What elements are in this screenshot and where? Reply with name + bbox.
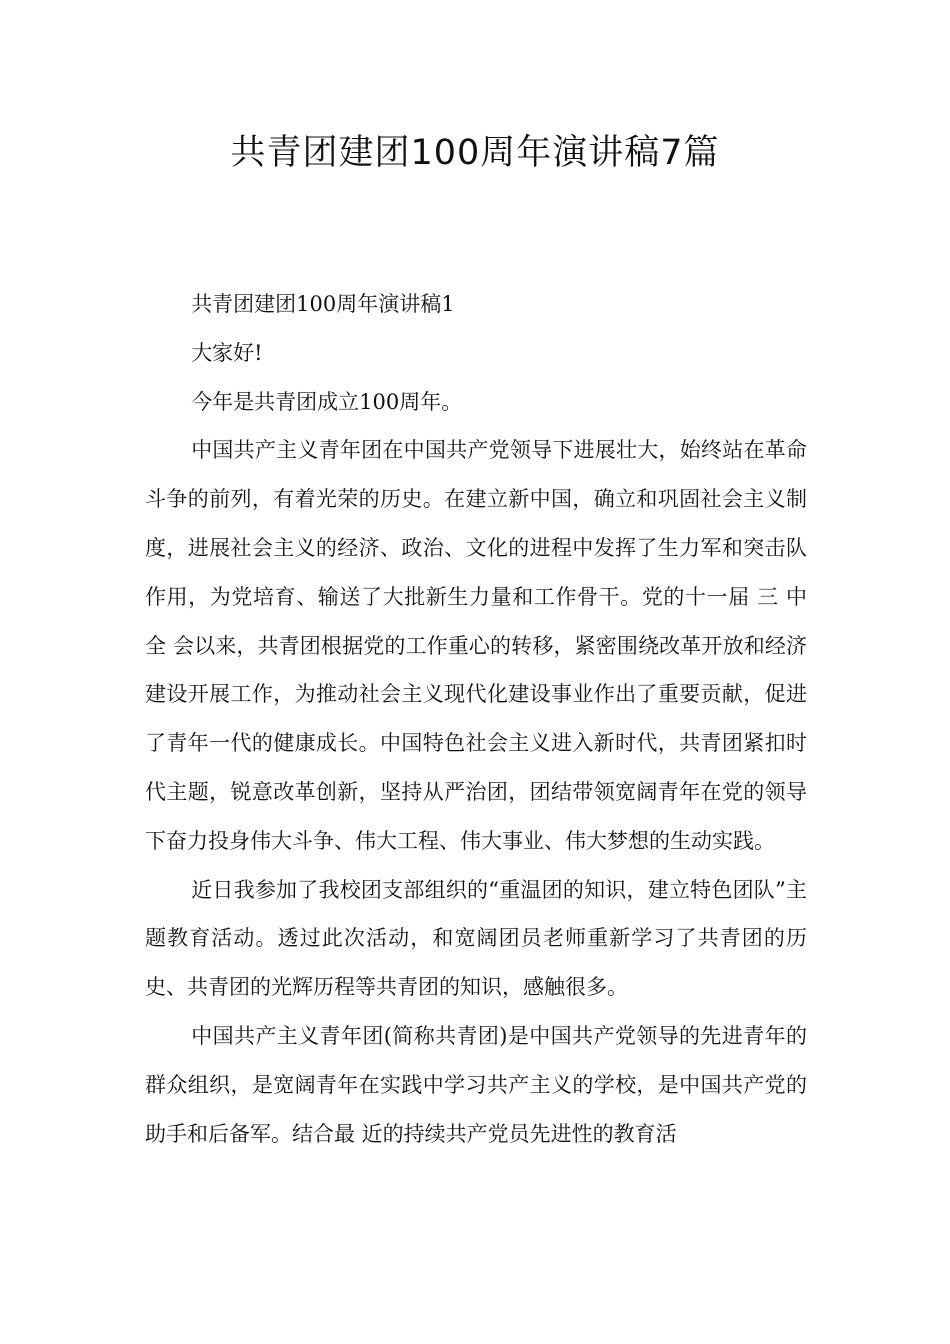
speech-heading: 共青团建团100周年演讲稿1 [191,292,455,316]
document-title: 共青团建团100周年演讲稿7篇 [230,133,720,173]
paragraph-definition: 中国共产主义青年团(简称共青团)是中国共产党领导的先进青年的群众组织，是宽阔青年在实践中学习共产主义的学校，是中国共产党的助手和后备军。结合最 近的持续共产党员先进性的教育活 [145,1023,807,1146]
paragraph-history: 中国共产主义青年团在中国共产党领导下进展壮大，始终站在革命斗争的前列，有着光荣的历史。在建立新中国，确立和巩固社会主义制度，进展社会主义的经济、政治、文化的进程中发挥了生力军和突击队作用，为党培育、输送了大批新生力量和工作骨干。党的十一届 三 中 全 会以来，共青团根据党的工作重心的转移，紧密围绕改革开放和经济建设开展工作，为推动社会主义现代化建设事业作出了重要贡献，促进了青年一代的健康成长。中国特色社会主义进入新时代，共青团紧扣时代主题，锐意改革创新，坚持从严治团，团结带领宽阔青年在党的领导下奋力投身伟大斗争、伟大工程、伟大事业、伟大梦想的生动实践。 [145,438,807,853]
paragraph-greeting: 大家好! [191,340,263,365]
paragraph-activity: 近日我参加了我校团支部组织的“重温团的知识，建立特色团队”主题教育活动。透过此次活动，和宽阔团员老师重新学习了共青团的历史、共青团的光辉历程等共青团的知识，感触很多。 [145,877,807,1000]
document-body [145,280,807,1158]
paragraph-intro: 今年是共青团成立100周年。 [191,389,463,414]
